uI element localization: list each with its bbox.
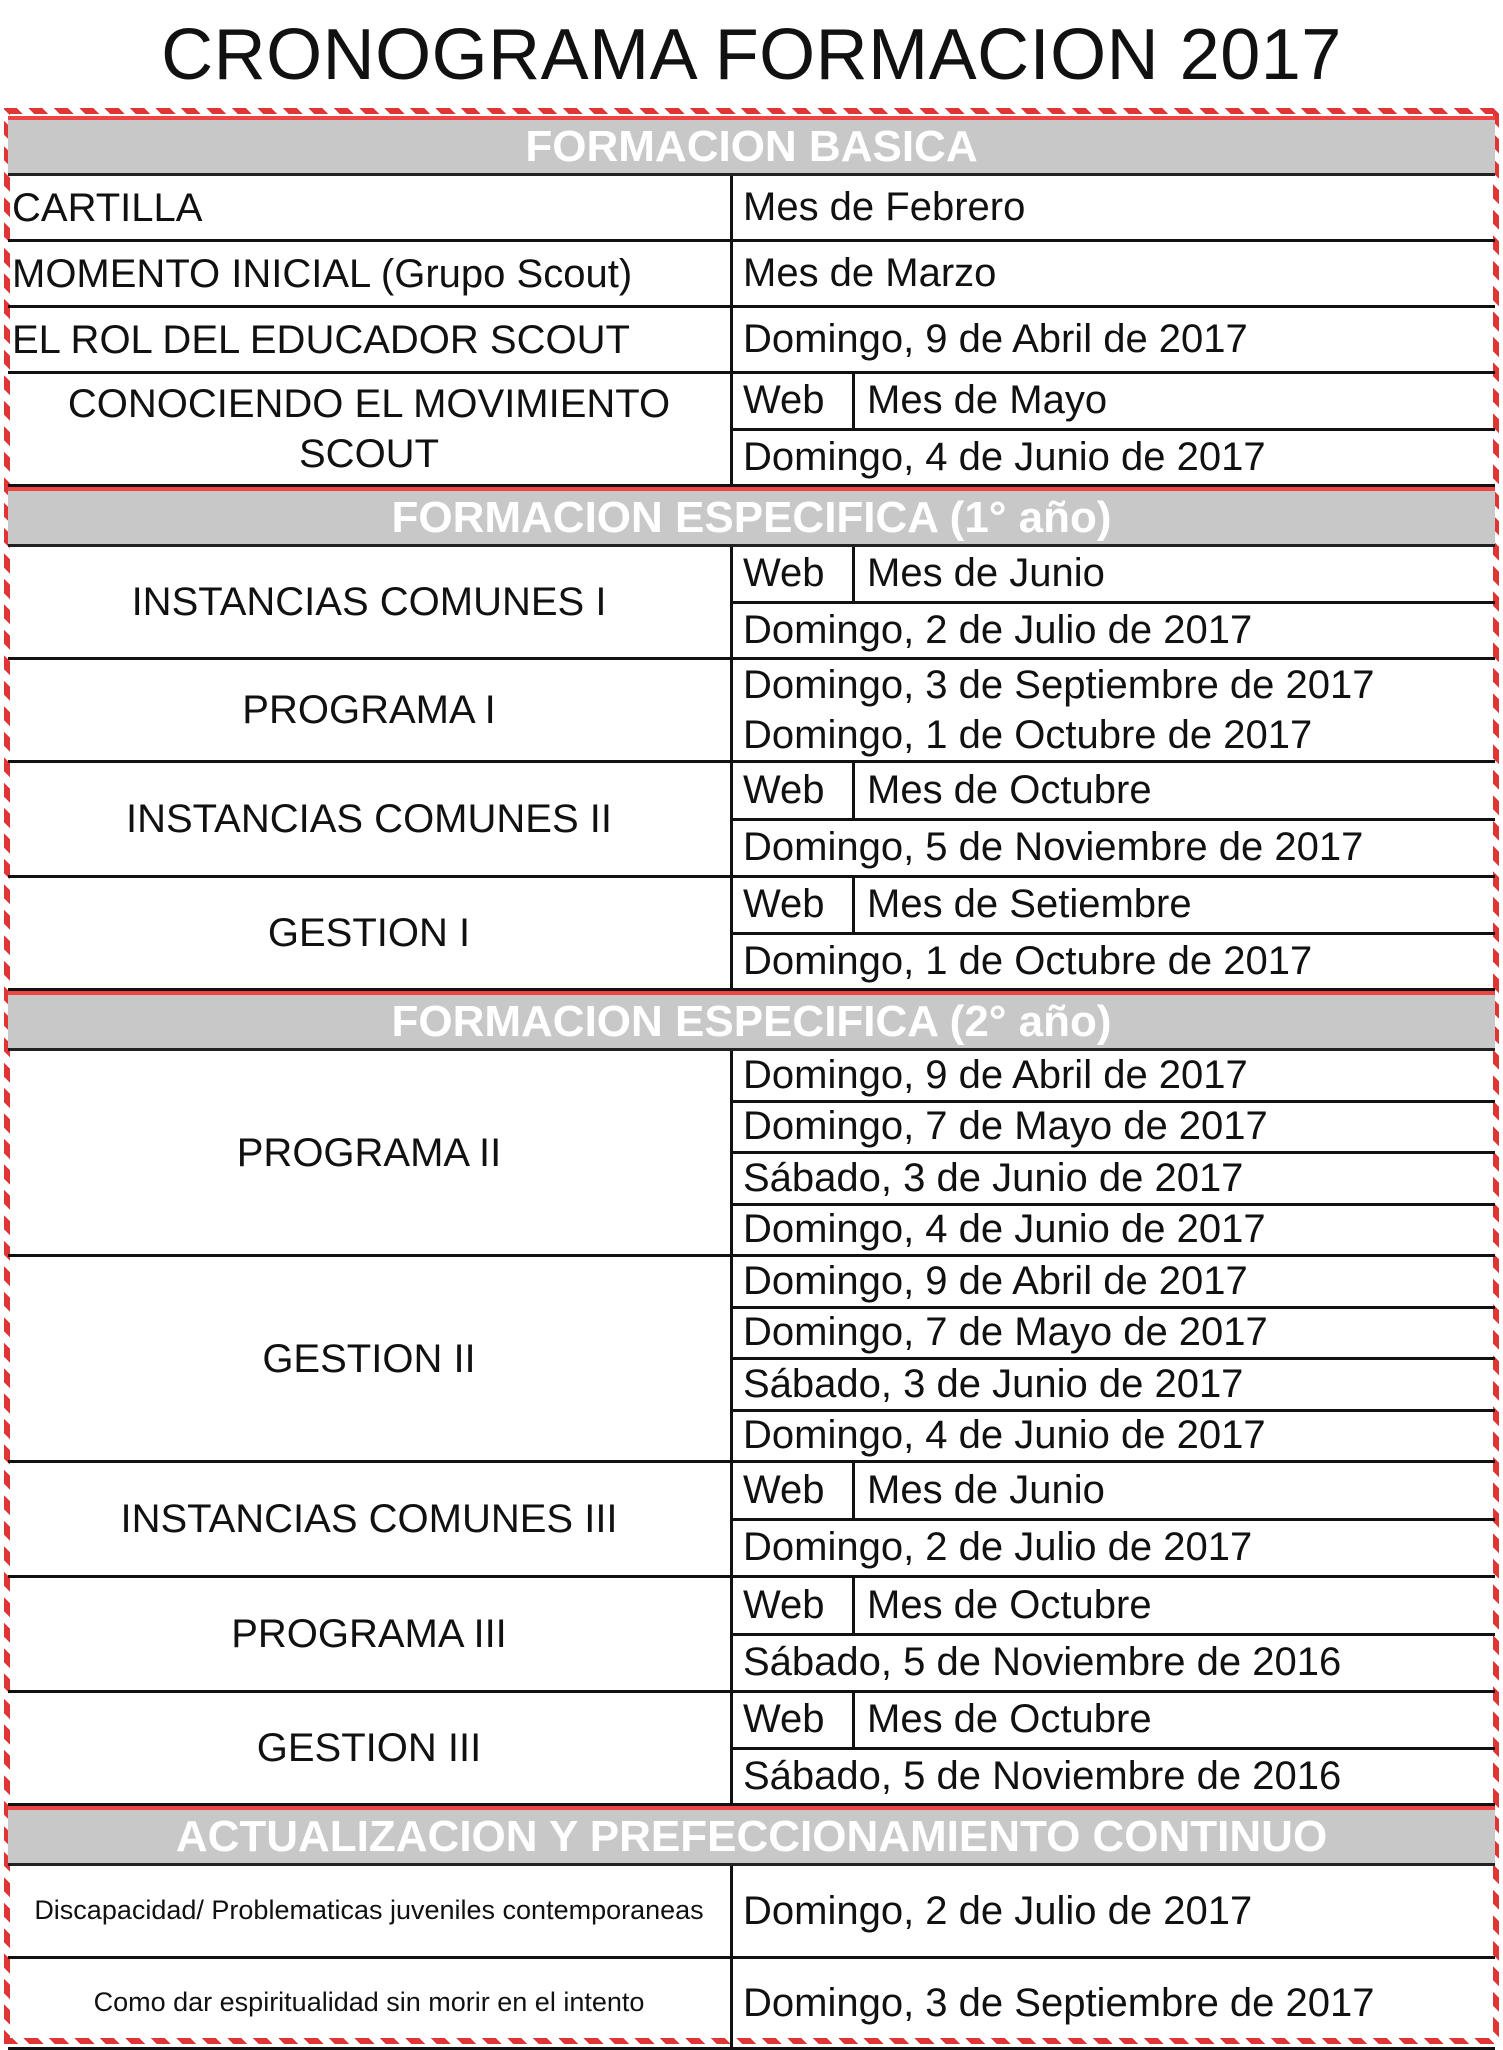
date-line (733, 1463, 1495, 1518)
course-label: PROGRAMA I (8, 660, 733, 760)
web-tag: Web (743, 1463, 855, 1518)
date-cell (733, 660, 1495, 760)
date-cell (733, 1051, 1495, 1254)
course-label: Como dar espiritualidad sin morir en el intento (8, 1959, 733, 2047)
date-cell (733, 763, 1495, 875)
date-line: Sábado, 5 de Noviembre de 2016 (733, 1633, 1495, 1691)
table-row (8, 1257, 1495, 1463)
date-line: Domingo, 7 de Mayo de 2017 (733, 1306, 1495, 1358)
table-row (8, 1693, 1495, 1806)
course-label: PROGRAMA II (8, 1051, 733, 1254)
date-line: Domingo, 3 de Septiembre de 2017 (743, 1980, 1375, 2025)
course-label: Discapacidad/ Problematicas juveniles contemporaneas (8, 1866, 733, 1956)
date-cell (733, 242, 1495, 305)
date-text: Mes de Mayo (867, 378, 1108, 423)
date-line: Domingo, 2 de Julio de 2017 (743, 1888, 1253, 1933)
web-tag: Web (743, 547, 855, 601)
date-line: Domingo, 9 de Abril de 2017 (743, 1052, 1248, 1097)
section-header: ACTUALIZACION Y PREFECCIONAMIENTO CONTINUO (8, 1806, 1495, 1866)
table-row (8, 176, 1495, 242)
date-cell (733, 1463, 1495, 1575)
date-line (733, 878, 1495, 932)
date-cell (733, 1257, 1495, 1460)
date-line (733, 1693, 1495, 1747)
course-label: GESTION II (8, 1257, 733, 1460)
date-text: Mes de Setiembre (867, 882, 1192, 927)
date-line (733, 547, 1495, 601)
date-line: Domingo, 9 de Abril de 2017 (743, 1258, 1248, 1303)
web-tag: Web (743, 1578, 855, 1633)
date-cell (733, 1866, 1495, 1956)
date-line: Domingo, 4 de Junio de 2017 (733, 428, 1495, 485)
date-text: Mes de Junio (867, 551, 1105, 596)
date-line: Sábado, 5 de Noviembre de 2016 (733, 1747, 1495, 1804)
page-title: CRONOGRAMA FORMACION 2017 (161, 15, 1342, 95)
section-header: FORMACION ESPECIFICA (1° año) (8, 487, 1495, 547)
date-line: Sábado, 3 de Junio de 2017 (733, 1151, 1495, 1203)
schedule-table (8, 116, 1495, 2050)
date-line: Domingo, 9 de Abril de 2017 (743, 317, 1248, 361)
date-cell (733, 176, 1495, 239)
table-row (8, 1866, 1495, 1959)
table-row (8, 878, 1495, 991)
date-line: Domingo, 3 de Septiembre de 2017 (743, 662, 1375, 707)
course-label: MOMENTO INICIAL (Grupo Scout) (8, 242, 733, 305)
course-label: CONOCIENDO EL MOVIMIENTO SCOUT (8, 374, 733, 484)
date-text: Mes de Octubre (867, 767, 1152, 812)
table-row (8, 242, 1495, 308)
web-tag: Web (743, 878, 855, 932)
course-label: EL ROL DEL EDUCADOR SCOUT (8, 308, 733, 371)
section-header: FORMACION BASICA (8, 116, 1495, 176)
date-cell (733, 878, 1495, 988)
date-cell (733, 1959, 1495, 2047)
course-label: CARTILLA (8, 176, 733, 239)
table-row (8, 1463, 1495, 1578)
date-text: Mes de Octubre (867, 1697, 1152, 1742)
date-line: Mes de Febrero (743, 185, 1026, 229)
web-tag: Web (743, 374, 855, 428)
section-header: FORMACION ESPECIFICA (2° año) (8, 991, 1495, 1051)
date-line: Domingo, 2 de Julio de 2017 (733, 1518, 1495, 1576)
date-text: Mes de Octubre (867, 1582, 1152, 1627)
course-label: GESTION III (8, 1693, 733, 1803)
date-line: Sábado, 3 de Junio de 2017 (733, 1357, 1495, 1409)
web-tag: Web (743, 1693, 855, 1747)
table-row (8, 660, 1495, 763)
date-cell (733, 1578, 1495, 1690)
date-line (733, 374, 1495, 428)
date-cell (733, 374, 1495, 484)
date-line: Domingo, 5 de Noviembre de 2017 (733, 818, 1495, 876)
table-row (8, 1578, 1495, 1693)
table-row (8, 1051, 1495, 1257)
date-line: Domingo, 1 de Octubre de 2017 (743, 712, 1313, 757)
date-line: Domingo, 7 de Mayo de 2017 (733, 1100, 1495, 1152)
table-row (8, 374, 1495, 487)
web-tag: Web (743, 763, 855, 818)
date-line: Domingo, 2 de Julio de 2017 (733, 601, 1495, 658)
date-text: Mes de Junio (867, 1467, 1105, 1512)
date-cell (733, 547, 1495, 657)
table-row (8, 308, 1495, 374)
date-line: Domingo, 4 de Junio de 2017 (733, 1409, 1495, 1461)
date-line: Mes de Marzo (743, 251, 997, 295)
date-line (733, 763, 1495, 818)
date-line: Domingo, 1 de Octubre de 2017 (733, 932, 1495, 989)
table-row (8, 763, 1495, 878)
course-label: INSTANCIAS COMUNES II (8, 763, 733, 875)
course-label: INSTANCIAS COMUNES I (8, 547, 733, 657)
date-line: Domingo, 4 de Junio de 2017 (733, 1203, 1495, 1255)
date-cell (733, 1693, 1495, 1803)
course-label: INSTANCIAS COMUNES III (8, 1463, 733, 1575)
course-label: GESTION I (8, 878, 733, 988)
table-row (8, 547, 1495, 660)
date-cell (733, 308, 1495, 371)
date-line (733, 1578, 1495, 1633)
course-label: PROGRAMA III (8, 1578, 733, 1690)
table-row (8, 1959, 1495, 2050)
